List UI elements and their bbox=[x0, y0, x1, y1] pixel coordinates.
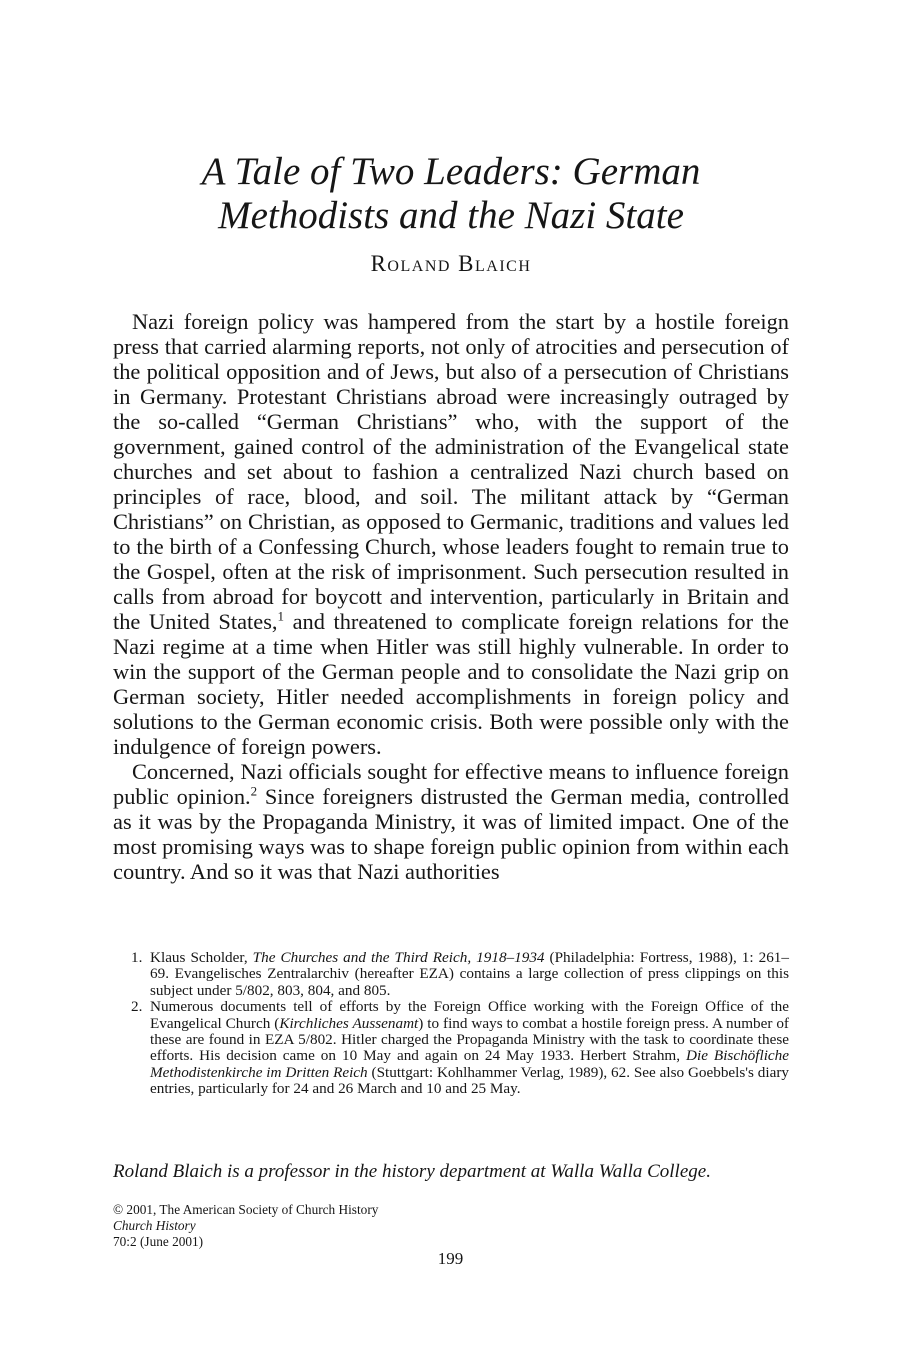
article-body bbox=[113, 309, 789, 884]
footnote-text: (Philadelphia: Fortress, 1988), 1: 261–69. Evangelisches Zentralarchiv (hereafter EZA) contains a large collection of press clippings on this subject under 5/802, 803, 804, and 805. bbox=[150, 949, 789, 999]
footnote-italic: The Churches and the Third Reich, 1918–1934 bbox=[252, 949, 545, 966]
journal-name: Church History bbox=[113, 1218, 196, 1233]
footnote-ref-1: 1 bbox=[277, 608, 285, 624]
body-paragraph-2 bbox=[113, 759, 789, 884]
title-line-2: Methodists and the Nazi State bbox=[218, 194, 684, 237]
paragraph-1-text-b: and threatened to complicate foreign relations for the Nazi regime at a time when Hitler was still highly vulnerable. In order to win the support of the German people and to consolidate the Nazi grip on German society, Hitler needed accomplishments in foreign policy and solutions to the German economic crisis. Both were possible only with the indulgence of foreign powers. bbox=[113, 609, 789, 759]
footnote-1 bbox=[131, 950, 789, 999]
paragraph-2-text-b: Since foreigners distrusted the German media, controlled as it was by the Propaganda Ministry, it was of limited impact. One of the most promising ways was to shape foreign public opinion from within each country. And so it was that Nazi authorities bbox=[113, 784, 789, 884]
footnote-number: 1. bbox=[131, 949, 143, 966]
footnote-text: Numerous documents tell of efforts by the Foreign Office working with the Foreign Office of the Evangelical Church ( bbox=[150, 998, 789, 1032]
author-name: Roland Blaich bbox=[370, 251, 532, 276]
paragraph-1-text-a: Nazi foreign policy was hampered from the start by a hostile foreign press that carried alarming reports, not only of atrocities and persecution of the political opposition and of Jews, but also of a persecution of Christians in Germany. Protestant Christians abroad were increasingly outraged by the so-called “German Christians” who, with the support of the government, gained control of the administration of the Evangelical state churches and set about to fashion a centralized Nazi church based on principles of race, blood, and soil. The militant attack by “German Christians” on Christian, as opposed to Germanic, traditions and values led to the birth of a Confessing Church, whose leaders fought to remain true to the Gospel, often at the risk of imprisonment. Such persecution resulted in calls from abroad for boycott and intervention, particularly in Britain and the United States, bbox=[113, 309, 789, 634]
footnote-text: ) to find ways to combat a hostile foreign press. A number of these are found in EZA 5/802. Hitler charged the Propaganda Ministry with the task to coordinate these efforts. His decision came on 10 May and again on 24 May 1933. Herbert Strahm, bbox=[150, 1014, 789, 1065]
footnote-ref-2: 2 bbox=[250, 783, 258, 799]
copyright-notice bbox=[113, 1202, 378, 1250]
journal-citation bbox=[113, 1218, 378, 1250]
copyright-line: © 2001, The American Society of Church History bbox=[113, 1202, 379, 1217]
footnotes bbox=[131, 950, 789, 1098]
footnote-2 bbox=[131, 999, 789, 1097]
article-title bbox=[100, 150, 802, 238]
footnote-number: 2. bbox=[131, 998, 143, 1016]
journal-issue: 70:2 (June 2001) bbox=[113, 1234, 204, 1249]
author-affiliation: Roland Blaich is a professor in the history department at Walla Walla College. bbox=[113, 1161, 711, 1182]
title-line-1: A Tale of Two Leaders: German bbox=[201, 150, 701, 193]
footnote-text: (Stuttgart: Kohlhammer Verlag, 1989), 62. See also Goebbels's diary entries, particularly for 24 and 26 March and 10 and 25 May. bbox=[150, 1063, 790, 1098]
footnote-text: Klaus Scholder, bbox=[150, 949, 253, 966]
body-paragraph-1 bbox=[113, 309, 789, 759]
footnote-italic: Die Bischöfliche Methodistenkirche im Dritten Reich bbox=[150, 1047, 790, 1081]
page-number: 199 bbox=[437, 1249, 464, 1268]
footnote-italic: Kirchliches Aussenamt bbox=[279, 1014, 419, 1032]
paragraph-2-text-a: Concerned, Nazi officials sought for effective means to influence foreign public opinion. bbox=[113, 759, 789, 809]
